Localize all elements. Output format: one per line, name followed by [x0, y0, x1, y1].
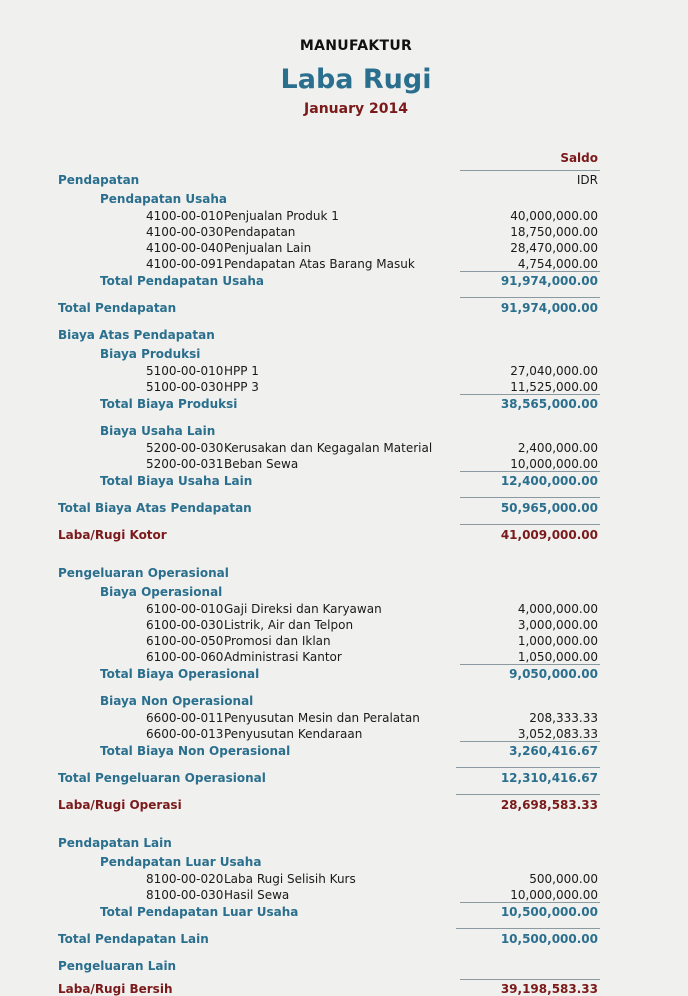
account-code: 5100-00-030 [146, 380, 224, 394]
total-divider [460, 497, 600, 498]
account-value: 3,052,083.33 [517, 727, 598, 741]
total-pendapatan-lain-label: Total Pendapatan Lain [58, 932, 209, 946]
total-divider [456, 928, 600, 929]
total-pendapatan-usaha-label: Total Pendapatan Usaha [100, 274, 264, 288]
account-value: 1,000,000.00 [517, 634, 598, 648]
account-code: 8100-00-030 [146, 888, 224, 902]
section-pengeluaran-operasional: Pengeluaran Operasional [58, 566, 229, 580]
total-pendapatan-luar-usaha-value: 10,500,000.00 [500, 905, 598, 919]
account-code: 6100-00-050 [146, 634, 224, 648]
laba-rugi-bersih-label: Laba/Rugi Bersih [58, 982, 173, 996]
account-value: 10,000,000.00 [510, 888, 598, 902]
total-divider [456, 767, 600, 768]
column-header-saldo: Saldo [560, 151, 598, 165]
section-pengeluaran-lain: Pengeluaran Lain [58, 959, 177, 973]
account-name: Hasil Sewa [224, 888, 290, 902]
total-biaya-atas-pendapatan-label: Total Biaya Atas Pendapatan [58, 501, 252, 515]
account-name: Pendapatan Atas Barang Masuk [224, 257, 415, 271]
account-value: 2,400,000.00 [517, 441, 598, 455]
account-value: 11,525,000.00 [510, 380, 598, 394]
laba-rugi-operasi-value: 28,698,583.33 [500, 798, 598, 812]
laba-rugi-kotor-label: Laba/Rugi Kotor [58, 528, 167, 542]
account-name: Gaji Direksi dan Karyawan [224, 602, 382, 616]
total-biaya-produksi-label: Total Biaya Produksi [100, 397, 238, 411]
account-code: 6100-00-060 [146, 650, 224, 664]
account-code: 4100-00-010 [146, 209, 224, 223]
subsection-pendapatan-usaha: Pendapatan Usaha [100, 192, 228, 206]
total-pendapatan-lain-value: 10,500,000.00 [500, 932, 598, 946]
account-code: 5100-00-010 [146, 364, 224, 378]
account-value: 4,754,000.00 [517, 257, 598, 271]
laba-rugi-operasi-label: Laba/Rugi Operasi [58, 798, 182, 812]
laba-rugi-bersih-value: 39,198,583.33 [500, 982, 598, 996]
section-pendapatan-lain: Pendapatan Lain [58, 836, 172, 850]
total-biaya-usaha-lain-label: Total Biaya Usaha Lain [100, 474, 253, 488]
account-code: 5200-00-030 [146, 441, 224, 455]
total-divider [460, 979, 600, 980]
subtotal-divider [460, 902, 600, 903]
account-code: 4100-00-030 [146, 225, 224, 239]
laba-rugi-kotor-value: 41,009,000.00 [500, 528, 598, 542]
header-divider [460, 170, 600, 171]
account-name: Pendapatan [224, 225, 296, 239]
account-name: Penyusutan Mesin dan Peralatan [224, 711, 420, 725]
account-name: Kerusakan dan Kegagalan Material [224, 441, 433, 455]
total-biaya-non-operasional-value: 3,260,416.67 [509, 744, 598, 758]
total-biaya-usaha-lain-value: 12,400,000.00 [500, 474, 598, 488]
total-biaya-operasional-value: 9,050,000.00 [509, 667, 598, 681]
subsection-pendapatan-luar-usaha: Pendapatan Luar Usaha [100, 855, 262, 869]
account-code: 4100-00-091 [146, 257, 224, 271]
section-biaya-atas-pendapatan: Biaya Atas Pendapatan [58, 328, 215, 342]
account-value: 27,040,000.00 [510, 364, 598, 378]
account-value: 18,750,000.00 [510, 225, 598, 239]
section-pendapatan: Pendapatan [58, 173, 140, 187]
account-value: 4,000,000.00 [517, 602, 598, 616]
account-name: Listrik, Air dan Telpon [224, 618, 354, 632]
subtotal-divider [460, 271, 600, 272]
total-divider [456, 794, 600, 795]
subsection-biaya-usaha-lain: Biaya Usaha Lain [100, 424, 216, 438]
column-currency: IDR [576, 173, 598, 187]
account-code: 6100-00-010 [146, 602, 224, 616]
account-code: 6600-00-013 [146, 727, 224, 741]
account-name: Promosi dan Iklan [224, 634, 331, 648]
account-name: Beban Sewa [224, 457, 299, 471]
account-name: Administrasi Kantor [224, 650, 342, 664]
subsection-biaya-non-operasional: Biaya Non Operasional [100, 694, 254, 708]
total-biaya-non-operasional-label: Total Biaya Non Operasional [100, 744, 291, 758]
total-pengeluaran-operasional-label: Total Pengeluaran Operasional [58, 771, 266, 785]
account-value: 1,050,000.00 [517, 650, 598, 664]
account-name: HPP 1 [224, 364, 259, 378]
account-value: 500,000.00 [529, 872, 598, 886]
account-value: 28,470,000.00 [510, 241, 598, 255]
account-name: Penjualan Lain [224, 241, 312, 255]
total-divider [460, 524, 600, 525]
total-biaya-atas-pendapatan-value: 50,965,000.00 [500, 501, 598, 515]
account-value: 3,000,000.00 [517, 618, 598, 632]
account-code: 6600-00-011 [146, 711, 224, 725]
total-biaya-produksi-value: 38,565,000.00 [500, 397, 598, 411]
total-pengeluaran-operasional-value: 12,310,416.67 [500, 771, 598, 785]
account-value: 208,333.33 [529, 711, 598, 725]
account-name: Laba Rugi Selisih Kurs [224, 872, 356, 886]
account-value: 10,000,000.00 [510, 457, 598, 471]
subtotal-divider [460, 741, 600, 742]
subtotal-divider [460, 664, 600, 665]
account-code: 4100-00-040 [146, 241, 224, 255]
subsection-biaya-operasional: Biaya Operasional [100, 585, 223, 599]
account-name: Penjualan Produk 1 [224, 209, 339, 223]
company-name: MANUFAKTUR [299, 38, 413, 54]
account-code: 8100-00-020 [146, 872, 224, 886]
report-title: Laba Rugi [280, 64, 432, 95]
total-pendapatan-luar-usaha-label: Total Pendapatan Luar Usaha [100, 905, 299, 919]
total-biaya-operasional-label: Total Biaya Operasional [100, 667, 260, 681]
account-code: 6100-00-030 [146, 618, 224, 632]
subtotal-divider [460, 471, 600, 472]
total-pendapatan-label: Total Pendapatan [58, 301, 177, 315]
account-code: 5200-00-031 [146, 457, 224, 471]
total-divider [460, 297, 600, 298]
account-name: HPP 3 [224, 380, 259, 394]
account-name: Penyusutan Kendaraan [224, 727, 363, 741]
account-value: 40,000,000.00 [510, 209, 598, 223]
total-pendapatan-value: 91,974,000.00 [500, 301, 598, 315]
total-pendapatan-usaha-value: 91,974,000.00 [500, 274, 598, 288]
report-period: January 2014 [304, 101, 408, 117]
subsection-biaya-produksi: Biaya Produksi [100, 347, 201, 361]
subtotal-divider [460, 394, 600, 395]
